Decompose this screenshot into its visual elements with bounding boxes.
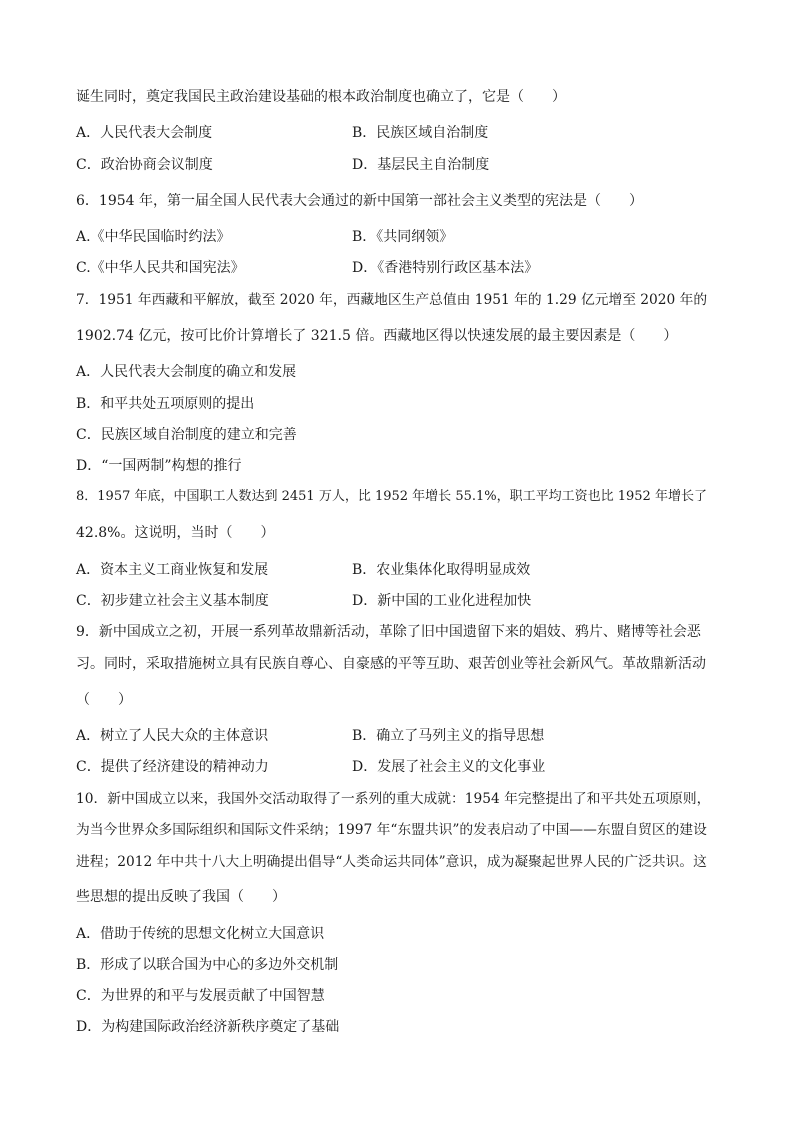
q10-option-a: A．借助于传统的思想文化树立大国意识 (76, 926, 325, 942)
q6-option-b: B．《共同纲领》 (352, 229, 454, 245)
q9-option-d: D．发展了社会主义的文化事业 (352, 759, 546, 775)
q10-option-b: B．形成了以联合国为中心的多边外交机制 (76, 957, 339, 973)
q6-stem: 6．1954 年，第一届全国人民代表大会通过的新中国第一部社会主义类型的宪法是（ ） (76, 193, 643, 209)
q5-option-d: D．基层民主自治制度 (352, 157, 490, 173)
q10-stem-line2: 为当今世界众多国际组织和国际文件采纳；1997 年“东盟共识”的发表启动了中国——东盟自贸区的建设 (76, 822, 707, 838)
q6-option-c: C.《中华人民共和国宪法》 (76, 260, 245, 276)
q9-option-c: C．提供了经济建设的精神动力 (76, 759, 269, 775)
q8-option-b: B．农业集体化取得明显成效 (352, 562, 531, 578)
q7-option-b: B．和平共处五项原则的提出 (76, 396, 255, 412)
q8-option-c: C．初步建立社会主义基本制度 (76, 593, 269, 609)
q5-option-c: C．政治协商会议制度 (76, 157, 213, 173)
q10-option-c: C．为世界的和平与发展贡献了中国智慧 (76, 988, 325, 1004)
q7-stem-line1: 7．1951 年西藏和平解放，截至 2020 年，西藏地区生产总值由 1951 年的 1.29 亿元增至 2020 年的 (76, 292, 708, 308)
q7-stem-line2: 1902.74 亿元，按可比价计算增长了 321.5 倍。西藏地区得以快速发展的最主要因素是（ ） (76, 328, 678, 344)
q10-option-d: D．为构建国际政治经济新秩序奠定了基础 (76, 1019, 340, 1035)
q7-option-d: D．“一国两制”构想的推行 (76, 458, 242, 474)
q9-option-b: B．确立了马列主义的指导思想 (352, 728, 545, 744)
q6-option-a: A.《中华民国临时约法》 (76, 229, 231, 245)
q6-option-d: D．《香港特别行政区基本法》 (352, 260, 539, 276)
q8-stem-line1: 8．1957 年底，中国职工人数达到 2451 万人，比 1952 年增长 55.1%，职工平均工资也比 1952 年增长了 (76, 489, 707, 504)
q10-stem-line3: 进程；2012 年中共十八大上明确提出倡导“人类命运共同体”意识，成为凝聚起世界人民的广泛共识。这 (76, 854, 707, 870)
q9-stem-line2: 习。同时，采取措施树立具有民族自尊心、自豪感的平等互助、艰苦创业等社会新风气。革故鼎新活动 (76, 656, 706, 672)
q5-stem: 诞生同时，奠定我国民主政治建设基础的根本政治制度也确立了，它是（ ） (76, 89, 566, 105)
q8-option-a: A．资本主义工商业恢复和发展 (76, 562, 269, 578)
q7-option-a: A．人民代表大会制度的确立和发展 (76, 364, 297, 380)
q9-stem-line1: 9．新中国成立之初，开展一系列革故鼎新活动，革除了旧中国遗留下来的娼妓、鸦片、赌博等社会恶 (76, 624, 701, 640)
q9-option-a: A．树立了人民大众的主体意识 (76, 728, 269, 744)
q10-stem-line4: 些思想的提出反映了我国（ ） (76, 889, 286, 905)
q10-stem-line1: 10．新中国成立以来，我国外交活动取得了一系列的重大成就：1954 年完整提出了和平共处五项原则， (76, 791, 711, 807)
q5-option-b: B．民族区域自治制度 (352, 125, 489, 141)
q9-stem-line3: （ ） (76, 692, 132, 708)
q7-option-c: C．民族区域自治制度的建立和完善 (76, 427, 297, 443)
q8-stem-line2: 42.8%。这说明，当时（ ） (76, 525, 275, 541)
q5-option-a: A．人民代表大会制度 (76, 125, 213, 141)
q8-option-d: D．新中国的工业化进程加快 (352, 593, 532, 609)
